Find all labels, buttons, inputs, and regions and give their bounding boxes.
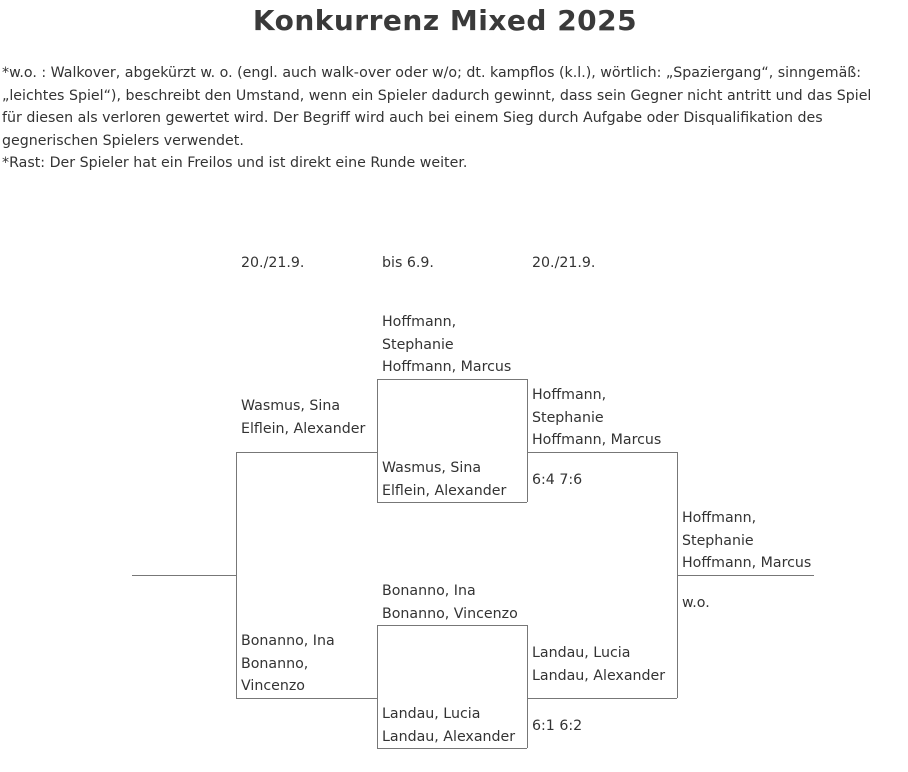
bracket-line: [527, 625, 528, 748]
page-title: Konkurrenz Mixed 2025: [252, 4, 638, 37]
notes: [2, 62, 882, 175]
player-name: Elflein, Alexander: [241, 420, 366, 437]
bracket-line: [236, 698, 377, 699]
round2-match2-bottom-team: [382, 703, 515, 748]
round1-date: 20./21.9.: [241, 255, 305, 271]
bracket-line: [377, 379, 527, 380]
final-winner: [682, 507, 811, 575]
player-name: Hoffmann, Marcus: [682, 555, 812, 572]
player-name: Hoffmann, Marcus: [382, 359, 512, 376]
round1-team-a: [241, 395, 365, 440]
final-result: w.o.: [682, 595, 710, 611]
player-name: Hoffmann,: [532, 387, 607, 403]
round2-match1-bottom-team: [382, 457, 506, 502]
round3-winner-bottom: [532, 642, 665, 687]
bracket-line: [236, 452, 237, 698]
player-name: Wasmus, Sina: [382, 460, 482, 476]
bracket-line: [527, 452, 677, 453]
player-name: Stephanie: [382, 336, 454, 353]
bracket-line: [527, 379, 528, 502]
player-name: Bonanno, Ina: [241, 633, 335, 649]
bracket-line: [377, 625, 378, 748]
round1-team-b: [241, 630, 335, 698]
bracket-line: [677, 575, 814, 576]
bracket-line: [132, 575, 236, 576]
player-name: Bonanno,: [241, 655, 309, 672]
player-name: Stephanie: [532, 409, 604, 426]
player-name: Landau, Lucia: [532, 645, 631, 661]
player-name: Hoffmann, Marcus: [532, 432, 662, 449]
player-name: Bonanno, Vincenzo: [382, 605, 518, 622]
bracket-line: [236, 452, 377, 453]
player-name: Vincenzo: [241, 678, 305, 695]
round2-match2-top-team: [382, 580, 518, 625]
player-name: Bonanno, Ina: [382, 583, 476, 599]
round3-score-top: 6:4 7:6: [532, 472, 583, 488]
round2-match1-top-team: [382, 311, 511, 379]
walkover-note: *w.o. : Walkover, abgekürzt w. o. (engl. auch walk-over oder w/o; dt. kampflos (k.l.), wörtlich: „Spaziergang“, sinngemäß: „leichtes Spiel“), beschreibt den Umstand, wenn ein Spieler dadurch gewinnt, dass sein Gegner nicht antritt und das Spiel für diesen als verloren gewertet wird. Der Begriff wird auch bei einem Sieg durch Aufgabe oder Disqualifikation des gegnerischen Spielers verwendet.: [2, 65, 872, 149]
round3-date: 20./21.9.: [532, 255, 596, 271]
player-name: Landau, Lucia: [382, 706, 481, 722]
player-name: Hoffmann,: [682, 510, 757, 526]
rast-note: *Rast: Der Spieler hat ein Freilos und ist direkt eine Runde weiter.: [2, 155, 468, 172]
player-name: Elflein, Alexander: [382, 482, 507, 499]
player-name: Landau, Alexander: [532, 667, 666, 684]
bracket-line: [377, 379, 378, 502]
round3-score-bottom: 6:1 6:2: [532, 718, 583, 734]
bracket-line: [527, 698, 677, 699]
round3-winner-top: [532, 384, 661, 452]
player-name: Hoffmann,: [382, 314, 457, 330]
player-name: Landau, Alexander: [382, 728, 516, 745]
player-name: Stephanie: [682, 532, 754, 549]
player-name: Wasmus, Sina: [241, 398, 341, 414]
round2-date: bis 6.9.: [382, 255, 434, 271]
